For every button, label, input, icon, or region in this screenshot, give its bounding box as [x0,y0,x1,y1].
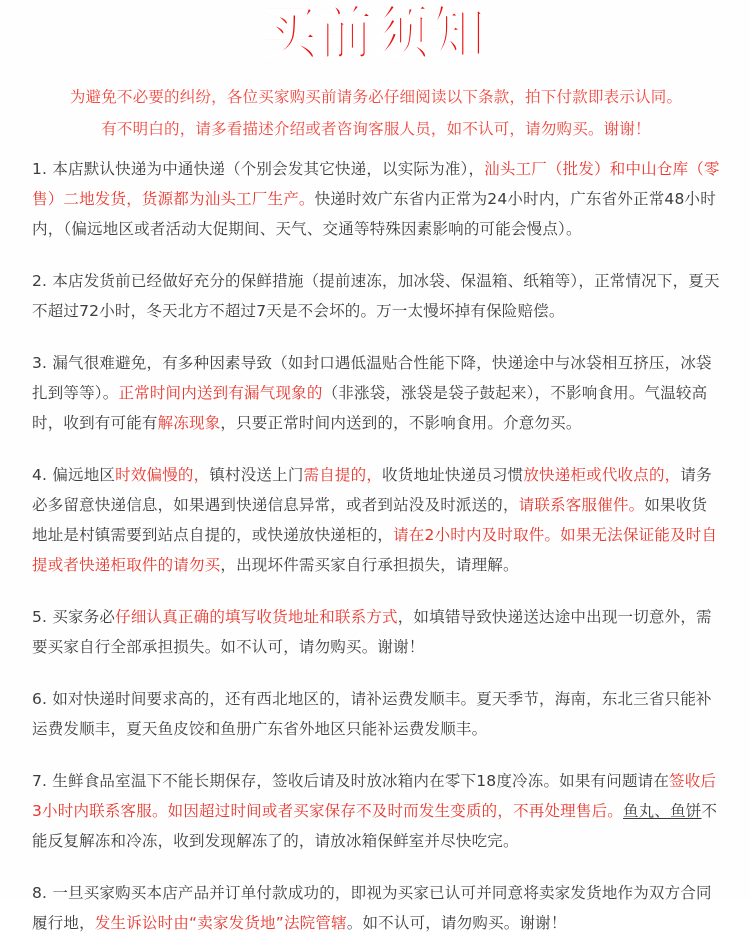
notice-segment: 发生诉讼时由“卖家发货地”法院管辖 [94,914,347,932]
notice-segment: 7. 生鲜食品室温下不能长期保存，签收后请及时放冰箱内在零下18度冷冻。如果有问题请在 [32,772,670,790]
notice-segment: 不能反复解冻和冷冻，收到发现解冻了的，请放冰箱保鲜室并尽快吃完。 [32,802,718,850]
notice-item [32,766,720,856]
notice-segment: 如果无法保证能及时自提或者快递柜取件的请勿买 [32,526,718,574]
notice-segment: ，出现坏件需买家自行承担损失，请理解。 [220,556,519,574]
notice-segment: 5. 买家务必 [32,608,116,626]
intro-line-1: 为避免不必要的纠纷，各位买家购买前请务必仔细阅读以下条款，拍下付款即表示认同。 [69,88,683,106]
notice-segment: ，如填错导致快递送达途中出现一切意外，需要买家自行全部承担损失。如不认可，请勿购买。谢谢！ [32,608,712,656]
notice-items-list [32,154,720,938]
notice-segment: 2. 本店发货前已经做好充分的保鲜措施（提前速冻，加冰袋、保温箱、纸箱等），正常情况下，夏天不超过72小时，冬天北方不超过7天是不会坏的。万一太慢坏掉有保险赔偿。 [32,272,720,320]
notice-segment: 仔细认真正确的填写收货地址和联系方式 [115,608,398,626]
notice-segment: 快递时效广东省内正常为24小时内，广东省外正常48小时内，（偏远地区或者活动大促期间、天气、交通等特殊因素影响的可能会慢点）。 [32,190,716,238]
notice-item [32,348,720,438]
notice-segment: 需自提的， [303,466,383,484]
notice-segment: 时效偏慢的， [115,466,210,484]
notice-content [0,82,750,938]
notice-segment: 3. 漏气很难避免，有多种因素导致（如封口遇低温贴合性能下降，快递途中与冰袋相互挤压，冰袋扎到等等）。 [32,354,712,402]
notice-segment: 4. 偏远地区 [32,466,116,484]
notice-segment: 1. 本店默认快递为中通快递（个别会发其它快递，以实际为准）， [32,160,485,178]
notice-segment: 。如不认可，请勿购买。谢谢！ [346,914,567,932]
notice-segment: 请在2小时内及时取件。 [393,526,561,544]
intro-spacer [32,144,720,154]
title-container [0,0,750,66]
notice-segment: 收货地址快递员习惯 [382,466,524,484]
notice-segment: 解冻现象 [157,414,221,432]
notice-item [32,460,720,580]
notice-segment: ，只要正常时间内送到的，不影响食用。介意勿买。 [220,414,582,432]
notice-segment: 8. 一旦买家购买本店产品并订单付款成功的，即视为买家已认可并同意将卖家发货地作为双方合同履行地， [32,884,712,932]
intro-block [32,82,720,144]
notice-segment: 镇村没送上门 [209,466,304,484]
notice-item [32,602,720,662]
page-title: 买前须知 [263,0,487,67]
intro-line-2: 有不明白的，请多看描述介绍或者咨询客服人员，如不认可，请勿购买。谢谢！ [101,120,651,138]
notice-segment: 鱼丸、鱼饼 [622,802,702,820]
notice-segment: 签收后3小时内联系客服。如因超过时间或者买家保存不及时而发生变质的，不再处理售后。 [32,772,717,820]
notice-item [32,878,720,938]
notice-segment: 6. 如对快递时间要求高的，还有西北地区的，请补运费发顺丰。夏天季节，海南，东北三省只能补运费发顺丰，夏天鱼皮饺和鱼册广东省外地区只能补运费发顺丰。 [32,690,712,738]
notice-segment: 正常时间内送到有漏气现象的 [118,384,323,402]
notice-segment: （非涨袋，涨袋是袋子鼓起来），不影响食用。气温较高时，收到有可能有 [32,384,708,432]
notice-segment: 汕头工厂（批发）和中山仓库（零售）二地发货，货源都为汕头工厂生产。 [32,160,720,208]
notice-segment: 请务必多留意快递信息，如果遇到快递信息异常，或者到站没及时派送的， [32,466,712,514]
notice-item [32,684,720,744]
notice-segment: 放快递柜或代收点的， [523,466,681,484]
notice-item [32,154,720,244]
notice-item [32,266,720,326]
notice-segment: 如果收货地址是村镇需要到站点自提的，或快递放快递柜的， [32,496,708,544]
notice-segment: 请联系客服催件。 [518,496,645,514]
